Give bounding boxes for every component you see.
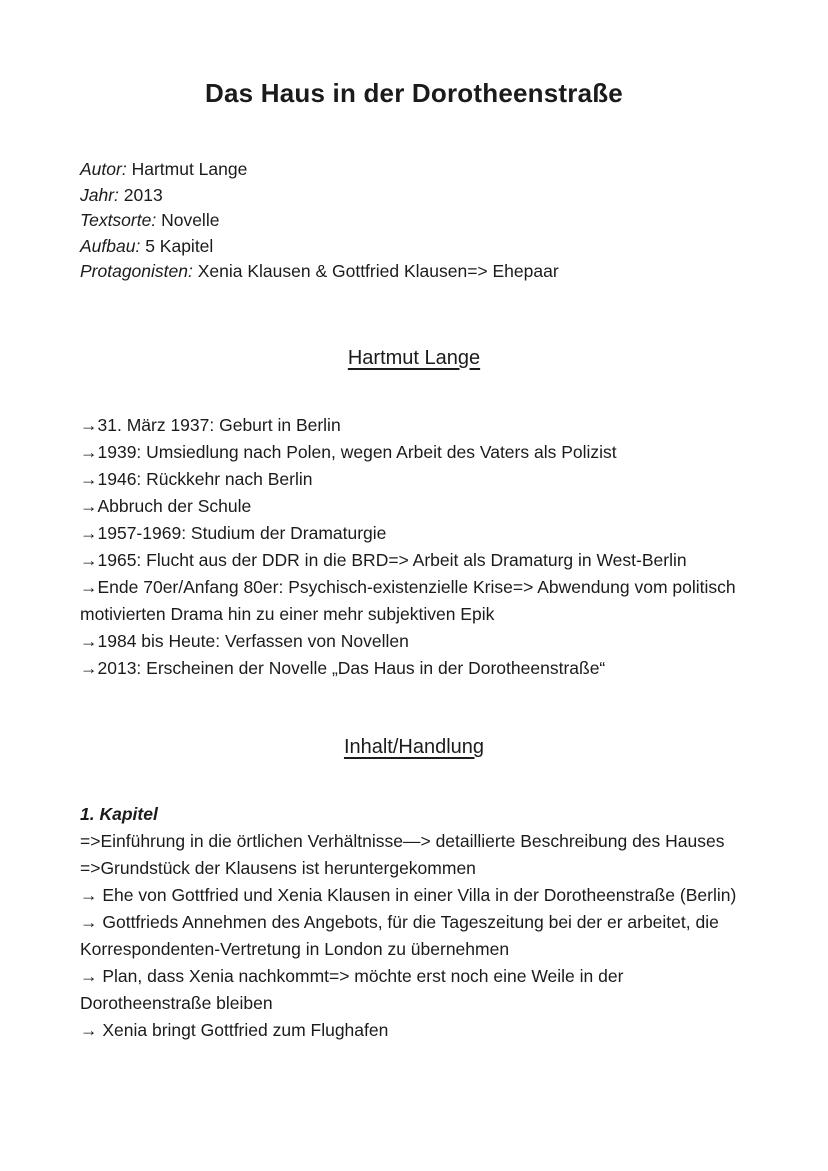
meta-label: Textsorte: [80, 210, 157, 230]
bio-list-item: →1984 bis Heute: Verfassen von Novellen [80, 630, 409, 651]
bio-list-item: →31. März 1937: Geburt in Berlin [80, 414, 341, 435]
page-title: Das Haus in der Dorotheenstraße [205, 78, 623, 108]
bio-list-item: →Abbruch der Schule [80, 495, 252, 516]
meta-line-textsorte [80, 208, 748, 234]
chapter-list-item: → Gottfrieds Annehmen des Angebots, für die Tageszeitung bei der er arbeitet, die Korrespondenten-Vertretung in London zu übernehmen [80, 911, 719, 959]
chapter-list-item: → Plan, dass Xenia nachkommt=> möchte erst noch eine Weile in der Dorotheenstraße bleiben [80, 965, 624, 1013]
bio-list-item: →Ende 70er/Anfang 80er: Psychisch-existenzielle Krise=> Abwendung vom politisch motivierten Drama hin zu einer mehr subjektiven Epik [80, 576, 736, 624]
chapter-list-item: =>Einführung in die örtlichen Verhältnisse—> detaillierte Beschreibung des Hauses [80, 830, 725, 851]
chapter-list-item: → Ehe von Gottfried und Xenia Klausen in einer Villa in der Dorotheenstraße (Berlin) [80, 884, 737, 905]
section-heading-inhalt-handlung: Inhalt/Handlung [343, 735, 485, 758]
chapter-list [80, 828, 748, 1044]
meta-value: Novelle [161, 210, 220, 230]
meta-label: Autor: [80, 159, 127, 179]
bio-list-item: →1939: Umsiedlung nach Polen, wegen Arbeit des Vaters als Polizist [80, 441, 617, 462]
meta-line-autor [80, 157, 748, 183]
meta-label: Aufbau: [80, 235, 141, 256]
chapter-list-item: → Xenia bringt Gottfried zum Flughafen [80, 1019, 389, 1040]
meta-value: Hartmut Lange [131, 159, 248, 179]
bio-list-item: →2013: Erscheinen der Novelle „Das Haus in der Dorotheenstraße“ [80, 657, 606, 678]
section-heading-hartmut-lange: Hartmut Lange [347, 346, 481, 369]
meta-line-aufbau [80, 234, 748, 260]
meta-block [80, 157, 748, 285]
meta-line-jahr [80, 183, 748, 209]
bio-list-item: →1946: Rückkehr nach Berlin [80, 468, 313, 489]
meta-value: Xenia Klausen & Gottfried Klausen=> Ehepaar [197, 261, 559, 281]
meta-label: Jahr: [80, 184, 119, 205]
chapter-list-item: =>Grundstück der Klausens ist heruntergekommen [80, 857, 476, 878]
meta-value: 5 Kapitel [145, 235, 214, 256]
meta-value: 2013 [123, 184, 163, 205]
meta-label: Protagonisten: [80, 261, 193, 281]
meta-line-protagonisten [80, 259, 748, 285]
chapter-subheading: 1. Kapitel [80, 803, 158, 824]
bio-list-item: →1965: Flucht aus der DDR in die BRD=> Arbeit als Dramaturg in West-Berlin [80, 549, 687, 570]
bio-list [80, 412, 748, 682]
bio-list-item: →1957-1969: Studium der Dramaturgie [80, 522, 387, 543]
